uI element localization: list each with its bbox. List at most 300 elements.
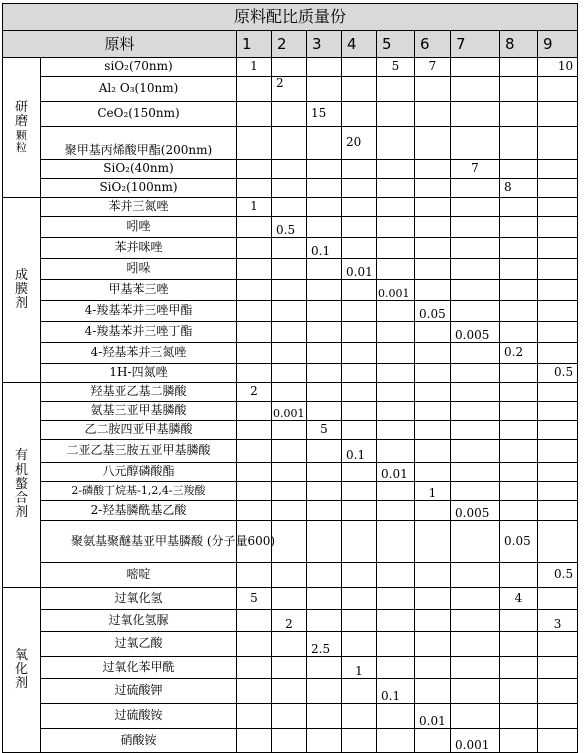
value-cell — [538, 482, 578, 501]
value-cell — [237, 77, 272, 102]
table-row — [3, 657, 578, 679]
value-cell — [237, 501, 272, 521]
value-cell — [500, 301, 538, 322]
material-name: 4-羟基苯并三氮唑 — [41, 343, 237, 364]
value-cell — [377, 322, 415, 343]
value-cell — [538, 402, 578, 421]
value-cell — [415, 383, 451, 402]
table-row — [3, 160, 578, 179]
table-row — [3, 364, 578, 383]
value-cell — [415, 77, 451, 102]
value-cell — [377, 198, 415, 217]
group-char: 膜 — [14, 281, 28, 297]
value-cell — [377, 729, 415, 753]
table-row — [3, 77, 578, 102]
value-cell — [237, 729, 272, 753]
table-row — [3, 704, 578, 729]
value-cell — [342, 179, 377, 198]
value-cell — [237, 421, 272, 440]
value-cell — [272, 632, 307, 657]
group-char: 成 — [14, 267, 28, 283]
table-row — [3, 343, 578, 364]
value-cell — [415, 421, 451, 440]
value-cell — [307, 322, 342, 343]
value-cell — [342, 77, 377, 102]
value-cell — [342, 632, 377, 657]
value-cell — [451, 463, 500, 482]
value-cell: 0.1 — [377, 679, 415, 704]
value-cell — [451, 198, 500, 217]
table-row — [3, 501, 578, 521]
value-cell — [377, 657, 415, 679]
value-cell — [307, 402, 342, 421]
value-cell — [415, 102, 451, 127]
value-cell — [342, 421, 377, 440]
value-cell — [538, 383, 578, 402]
value-cell — [342, 58, 377, 77]
value-cell — [500, 729, 538, 753]
value-cell — [451, 217, 500, 238]
value-cell — [342, 217, 377, 238]
value-cell: 0.001 — [451, 729, 500, 753]
value-cell — [538, 501, 578, 521]
value-cell — [342, 280, 377, 301]
value-cell — [377, 632, 415, 657]
group-label-chelator — [3, 383, 41, 588]
header-formula: 1 — [237, 31, 272, 58]
value-cell — [307, 563, 342, 588]
value-cell — [377, 160, 415, 179]
table-row — [3, 632, 578, 657]
value-cell — [377, 482, 415, 501]
value-cell — [342, 364, 377, 383]
value-cell — [538, 421, 578, 440]
value-cell — [500, 160, 538, 179]
value-cell — [272, 301, 307, 322]
value-cell — [307, 301, 342, 322]
table-row — [3, 179, 578, 198]
value-cell — [451, 704, 500, 729]
material-name: 甲基苯三唑 — [41, 280, 237, 301]
value-cell — [237, 238, 272, 259]
material-name: 4-羧基苯并三唑丁酯 — [41, 322, 237, 343]
value-cell — [451, 440, 500, 463]
table-row — [3, 198, 578, 217]
value-cell — [500, 657, 538, 679]
material-name: 氨基三亚甲基膦酸 — [41, 402, 237, 421]
group-char: 剂 — [14, 505, 28, 521]
value-cell — [500, 440, 538, 463]
value-cell — [538, 679, 578, 704]
value-cell — [538, 301, 578, 322]
value-cell — [415, 729, 451, 753]
value-cell: 2.5 — [307, 632, 342, 657]
table-row — [3, 322, 578, 343]
material-name: 嘧啶 — [41, 563, 237, 588]
value-cell — [415, 588, 451, 610]
value-cell — [451, 610, 500, 632]
value-cell — [377, 402, 415, 421]
value-cell — [237, 657, 272, 679]
value-cell — [538, 704, 578, 729]
value-cell — [272, 463, 307, 482]
value-cell — [272, 160, 307, 179]
value-cell — [272, 588, 307, 610]
value-cell — [538, 77, 578, 102]
value-cell — [272, 58, 307, 77]
value-cell — [415, 501, 451, 521]
value-cell — [415, 402, 451, 421]
value-cell — [415, 179, 451, 198]
value-cell — [538, 343, 578, 364]
value-cell — [272, 238, 307, 259]
value-cell — [377, 704, 415, 729]
formulation-table — [2, 3, 578, 753]
group-char: 剂 — [14, 296, 28, 312]
value-cell — [237, 127, 272, 160]
value-cell — [237, 440, 272, 463]
value-cell — [451, 383, 500, 402]
value-cell — [500, 563, 538, 588]
value-cell — [237, 217, 272, 238]
value-cell — [237, 160, 272, 179]
value-cell — [342, 402, 377, 421]
value-cell — [272, 421, 307, 440]
table-row — [3, 421, 578, 440]
value-cell: 0.005 — [451, 322, 500, 343]
value-cell — [272, 259, 307, 280]
group-char: 研 — [14, 100, 28, 116]
value-cell — [237, 463, 272, 482]
value-cell — [500, 383, 538, 402]
value-cell — [415, 632, 451, 657]
value-cell — [307, 679, 342, 704]
value-cell: 8 — [500, 179, 538, 198]
value-cell — [451, 521, 500, 563]
value-cell — [451, 58, 500, 77]
value-cell — [415, 322, 451, 343]
value-cell — [342, 679, 377, 704]
value-cell — [307, 610, 342, 632]
value-cell — [538, 521, 578, 563]
header-formula: 5 — [377, 31, 415, 58]
value-cell — [538, 729, 578, 753]
value-cell — [307, 364, 342, 383]
header-formula: 3 — [307, 31, 342, 58]
group-label-film-former — [3, 198, 41, 383]
value-cell — [237, 343, 272, 364]
material-name: 过氧化苯甲酰 — [41, 657, 237, 679]
material-name: 过氧乙酸 — [41, 632, 237, 657]
value-cell — [377, 238, 415, 259]
value-cell — [538, 127, 578, 160]
group-char: 剂 — [14, 676, 28, 692]
table-row — [3, 127, 578, 160]
value-cell — [307, 588, 342, 610]
value-cell — [451, 301, 500, 322]
value-cell: 5 — [377, 58, 415, 77]
value-cell: 2 — [272, 610, 307, 632]
value-cell — [342, 238, 377, 259]
value-cell — [500, 322, 538, 343]
value-cell — [451, 280, 500, 301]
value-cell — [377, 102, 415, 127]
value-cell — [451, 127, 500, 160]
material-name: SiO₂(100nm) — [41, 179, 237, 198]
table-row — [3, 259, 578, 280]
value-cell: 0.1 — [342, 440, 377, 463]
value-cell — [451, 657, 500, 679]
value-cell — [415, 657, 451, 679]
value-cell — [500, 217, 538, 238]
value-cell: 0.01 — [377, 463, 415, 482]
material-name: 2-磷酸丁烷基-1,2,4-三羧酸 — [41, 482, 237, 501]
value-cell — [377, 588, 415, 610]
value-cell — [415, 521, 451, 563]
value-cell — [415, 364, 451, 383]
value-cell — [237, 102, 272, 127]
table-row — [3, 402, 578, 421]
table-row — [3, 610, 578, 632]
value-cell — [307, 77, 342, 102]
group-char: 粒 — [16, 140, 27, 154]
value-cell — [237, 179, 272, 198]
material-name: 过氧化氢 — [41, 588, 237, 610]
value-cell — [377, 440, 415, 463]
value-cell: 0.001 — [272, 402, 307, 421]
value-cell — [500, 58, 538, 77]
group-label-oxidizer — [3, 588, 41, 753]
value-cell — [377, 364, 415, 383]
value-cell — [500, 198, 538, 217]
value-cell — [237, 280, 272, 301]
value-cell — [272, 729, 307, 753]
value-cell — [307, 440, 342, 463]
material-name: 苯并三氮唑 — [41, 198, 237, 217]
group-char: 磨 — [14, 114, 28, 130]
value-cell — [377, 259, 415, 280]
value-cell: 0.001 — [377, 280, 415, 301]
value-cell — [415, 343, 451, 364]
value-cell — [451, 421, 500, 440]
value-cell — [272, 704, 307, 729]
value-cell — [342, 102, 377, 127]
value-cell — [237, 322, 272, 343]
value-cell — [500, 77, 538, 102]
value-cell: 7 — [451, 160, 500, 179]
value-cell — [500, 238, 538, 259]
value-cell — [500, 280, 538, 301]
value-cell — [272, 501, 307, 521]
value-cell — [415, 238, 451, 259]
value-cell: 5 — [237, 588, 272, 610]
value-cell — [415, 217, 451, 238]
value-cell — [451, 364, 500, 383]
value-cell — [237, 301, 272, 322]
material-name: SiO₂(40nm) — [41, 160, 237, 179]
value-cell — [237, 482, 272, 501]
group-char: 机 — [14, 462, 28, 478]
value-cell — [272, 127, 307, 160]
value-cell — [538, 588, 578, 610]
value-cell — [237, 632, 272, 657]
value-cell — [500, 259, 538, 280]
value-cell — [272, 322, 307, 343]
value-cell — [307, 217, 342, 238]
value-cell — [415, 563, 451, 588]
value-cell — [415, 679, 451, 704]
table-row — [3, 383, 578, 402]
value-cell — [451, 482, 500, 501]
value-cell — [307, 160, 342, 179]
value-cell — [237, 364, 272, 383]
value-cell — [377, 383, 415, 402]
material-name: CeO₂(150nm) — [41, 102, 237, 127]
value-cell — [377, 301, 415, 322]
value-cell — [415, 160, 451, 179]
material-name: 吲哚 — [41, 259, 237, 280]
table-row — [3, 301, 578, 322]
value-cell — [377, 521, 415, 563]
value-cell — [415, 127, 451, 160]
table-row — [3, 463, 578, 482]
value-cell — [451, 77, 500, 102]
table-row — [3, 217, 578, 238]
material-name: 吲唑 — [41, 217, 237, 238]
value-cell — [415, 463, 451, 482]
value-cell: 0.1 — [307, 238, 342, 259]
value-cell — [538, 238, 578, 259]
material-name: 4-羧基苯并三唑甲酯 — [41, 301, 237, 322]
value-cell — [377, 77, 415, 102]
value-cell: 7 — [415, 58, 451, 77]
value-cell — [342, 322, 377, 343]
value-cell — [307, 383, 342, 402]
value-cell — [272, 179, 307, 198]
value-cell — [272, 383, 307, 402]
value-cell — [307, 463, 342, 482]
value-cell: 0.01 — [415, 704, 451, 729]
value-cell — [451, 588, 500, 610]
value-cell — [307, 179, 342, 198]
value-cell: 2 — [237, 383, 272, 402]
header-formula: 2 — [272, 31, 307, 58]
material-name: 1H-四氮唑 — [41, 364, 237, 383]
value-cell — [342, 588, 377, 610]
table-row — [3, 482, 578, 501]
value-cell — [342, 463, 377, 482]
material-name: 过氧化氢脲 — [41, 610, 237, 632]
value-cell — [538, 632, 578, 657]
value-cell — [500, 501, 538, 521]
value-cell — [377, 421, 415, 440]
value-cell — [237, 679, 272, 704]
value-cell — [272, 657, 307, 679]
value-cell — [538, 280, 578, 301]
value-cell — [342, 521, 377, 563]
value-cell: 3 — [538, 610, 578, 632]
material-name: 聚甲基丙烯酸甲酯(200nm) — [41, 127, 237, 160]
value-cell: 0.005 — [451, 501, 500, 521]
value-cell — [538, 198, 578, 217]
value-cell: 0.05 — [415, 301, 451, 322]
value-cell — [307, 127, 342, 160]
table-row — [3, 102, 578, 127]
value-cell — [237, 563, 272, 588]
value-cell — [451, 102, 500, 127]
value-cell: 1 — [237, 58, 272, 77]
value-cell — [272, 563, 307, 588]
value-cell — [415, 280, 451, 301]
value-cell — [342, 343, 377, 364]
value-cell — [377, 217, 415, 238]
value-cell: 10 — [538, 58, 578, 77]
value-cell — [272, 482, 307, 501]
value-cell — [307, 704, 342, 729]
header-formula: 7 — [451, 31, 500, 58]
value-cell — [342, 198, 377, 217]
value-cell — [500, 610, 538, 632]
value-cell: 4 — [500, 588, 538, 610]
table-title: 原料配比质量份 — [3, 4, 578, 31]
header-formula: 9 — [538, 31, 578, 58]
value-cell — [342, 704, 377, 729]
table-row — [3, 238, 578, 259]
table-row — [3, 440, 578, 463]
material-name: 二亚乙基三胺五亚甲基膦酸 — [41, 440, 237, 463]
group-label-abrasive — [3, 58, 41, 198]
value-cell — [500, 632, 538, 657]
header-formula: 6 — [415, 31, 451, 58]
value-cell — [307, 343, 342, 364]
material-name: 硝酸铵 — [41, 729, 237, 753]
value-cell — [538, 657, 578, 679]
value-cell: 0.01 — [342, 259, 377, 280]
value-cell — [272, 364, 307, 383]
value-cell — [307, 198, 342, 217]
value-cell — [500, 364, 538, 383]
value-cell — [500, 102, 538, 127]
value-cell — [415, 610, 451, 632]
value-cell — [307, 521, 342, 563]
value-cell: 0.2 — [500, 343, 538, 364]
header-row — [3, 31, 578, 58]
value-cell — [342, 610, 377, 632]
value-cell — [377, 343, 415, 364]
table-row — [3, 58, 578, 77]
header-material: 原料 — [3, 31, 237, 58]
value-cell — [451, 238, 500, 259]
value-cell — [538, 102, 578, 127]
value-cell — [377, 179, 415, 198]
value-cell — [272, 343, 307, 364]
value-cell — [272, 521, 307, 563]
table-row — [3, 679, 578, 704]
header-formula: 4 — [342, 31, 377, 58]
value-cell: 1 — [415, 482, 451, 501]
value-cell: 2 — [272, 77, 307, 102]
material-name: 羟基亚乙基二膦酸 — [41, 383, 237, 402]
table-row — [3, 729, 578, 753]
value-cell — [451, 179, 500, 198]
material-name: 乙二胺四亚甲基膦酸 — [41, 421, 237, 440]
value-cell — [500, 402, 538, 421]
value-cell — [307, 501, 342, 521]
value-cell — [415, 198, 451, 217]
value-cell — [342, 301, 377, 322]
material-name: 苯并咪唑 — [41, 238, 237, 259]
material-name: Al₂ O₃(10nm) — [41, 77, 237, 102]
